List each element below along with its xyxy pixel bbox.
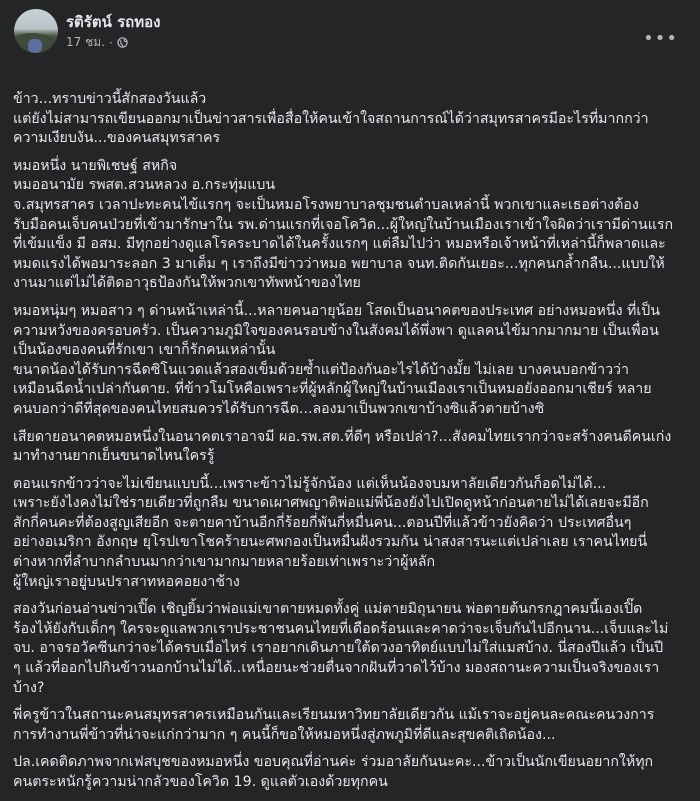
post-text-line: อย่างอเมริกา อังกฤษ ยุโรปเขาโชคร้ายนะศพกองเป็นหมื่นฝังรวมกัน น่าสงสารนะแต่เปล่าเลย เราคนไทยนี่	[13, 534, 648, 551]
author-name[interactable]: รติรัตน์ รถทอง	[66, 13, 161, 31]
post-text-line: หมอหนึ่ง นายพิเชษฐ์ สหกิจ	[13, 157, 178, 174]
post-time[interactable]: 17 ชม.	[66, 35, 105, 49]
post-text-line: หมดแรงได้พอมาระลอก 3 มาเต็ม ๆ เราถึงมีข่าวว่าหมอ พยาบาล จนท.ติดกันเยอะ...ทุกคนกล้ำกลืน...แบบให้	[13, 255, 665, 272]
post-text-line: การทำงานพี่ข้าวที่น่าจะแก่กว่ามาก ๆ คนนี้ก็ขอให้หมอหนึ่งสู่ภพภูมิที่ดีและสุขคติเถิดน้อง...	[13, 726, 556, 743]
author-avatar[interactable]	[14, 9, 58, 53]
post-text-line: งานมาแต่ไม่ได้ติดอาวุธป้องกันให้พวกเขาทัพหน้าของไทย	[13, 275, 361, 292]
post-paragraph	[13, 90, 690, 149]
globe-icon	[117, 37, 128, 48]
post-text-line: ๆ แล้วที่ออกไปกินข้าวนอกบ้านไม่ได้..เหนื่อยนะช่วยตื่นจากฝันที่วาดไว้บ้าง มองสถานะความเป็นจริงของเรา	[13, 660, 660, 677]
avatar-person	[28, 39, 42, 53]
post-text-line: เป็นน้องของคนที่รักเขา เขาก็รักคนเหล่านั้น	[13, 342, 276, 359]
post-text-line: เหมือนฉีดน้ำเปล่ากันตาย. ที่ข้าวโมโหคือเพราะที่ผู้หลักผู้ใหญ่ในบ้านเมืองเราเป็นหมอยังออกมาเชียร์ หลาย	[13, 381, 652, 398]
post-text-line: ขนาดน้องได้รับการฉีดซิโนแวดแล้วสองเข็มด้วยซ้ำแต่ป้องกันอะไรได้บ้างมั้ย ไม่เลย บางคนบอกข้าวว่า	[13, 361, 629, 378]
post-paragraph	[13, 428, 690, 467]
post-paragraph	[13, 753, 690, 792]
post-paragraph	[13, 600, 690, 698]
post-text-line: มาทำงานยากเย็นขนาดไหนใครรู้	[13, 448, 215, 465]
post-text-line: ปล.เคดติดภาพจากเฟสบุชของหมอหนึ่ง ขอบคุณที่อ่านค่ะ ร่วมอาลัยกันนะคะ...ข้าวเป็นนักเขียนอยากให้ทุก	[13, 754, 654, 771]
post-text-line: รับมือคนเจ็บคนป่วยที่เข้ามารักษาใน รพ.ด่านแรกที่เจอโควิด...ผู้ใหญ่ในบ้านเมืองเราเข้าใจผิดว่าเรามีด่านแรก	[13, 216, 674, 233]
more-options-button[interactable]: •••	[643, 28, 678, 49]
post-text-line: ที่เข้มแข็ง มี อสม. มีทุกอย่างดูแลโรคระบาดได้ในครั้งแรกๆ แต่ลืมไปว่า หมอหรือเจ้าหน้าที่เหล่านี้ก็พลาดและ	[13, 236, 666, 253]
post-text-line: ต่างหากที่ลำบากลำบนมากว่าเขามากมายหลายร้อยเท่าเพราะว่าผู้หลัก	[13, 554, 436, 571]
post-text-line: ความเงียบงัน...ของคนสมุทรสาคร	[13, 130, 221, 147]
post-paragraph	[13, 706, 690, 745]
post-text-line: สองวันก่อนอ่านข่าวเปิ๊ด เชิญยิ้มว่าพ่อแม่เขาตายหมดทั้งคู่ แม่ตายมิถุนายน พ่อตายต้นกรกฎาคมนี้เองเปิ๊ด	[13, 601, 643, 618]
post-paragraph	[13, 475, 690, 593]
post-text-line: บ้าง?	[13, 679, 45, 696]
post-text-line: คนตระหนักรู้ความน่ากลัวของโควิด 19. ดูแลตัวเองด้วยทุกคน	[13, 774, 388, 790]
post-text-line: หมออนามัย รพสต.สวนหลวง อ.กระทุ่มแบน	[13, 177, 276, 194]
post-text-line: ความหวังของครอบครัว. เป็นความภูมิใจของคนรอบข้างในสังคมได้พึ่งพา ดูแลคนไข้มากมากมาย เป็นเพื่อน	[13, 322, 659, 339]
post-text-line: ตอนแรกข้าวว่าจะไม่เขียนแบบนี้...เพราะข้าวไม่รู้จักน้อง แต่เห็นน้องจบมหาลัยเดียวกันก็อดไม่ได้...	[13, 475, 607, 492]
post-text-line: ข้าว...ทราบข่าวนี้สักสองวันแล้ว	[13, 91, 207, 107]
post-paragraph	[13, 302, 690, 420]
post-text-line: พี่ครูข้าวในสถานะคนสมุทรสาครเหมือนกันและเรียนมหาวิทยาลัยเดียวกัน แม้เราจะอยู่คนละคณะคนวงการ	[13, 707, 655, 724]
post-paragraph	[13, 157, 690, 294]
post-text-line: คนบอกว่าดีที่สุดของคนไทยสมควรได้รับการฉีด...ลองมาเป็นพวกเขาบ้างซิแล้วตายบ้างซิ	[13, 400, 545, 417]
post-text-line: จบ. อาจรอวัคซีนกว่าจะได้ครบเมื่อไหร่ เราอยากเดินภายใต้ดวงอาทิตย์แบบไม่ใส่แมสบ้าง. นี่สองปีแล้ว เป็นปี	[13, 640, 664, 657]
post-body	[13, 90, 690, 801]
post-text-line: เพราะยังไงคงไม่ใช่รายเดียวที่ถูกลืม ขนาดเผาศพญาติพ่อแม่พี่น้องยังไปเปิดดูหน้าก่อนตายไม่ได้เลยจะมีอีก	[13, 495, 649, 512]
post-meta	[66, 33, 128, 52]
post-text-line: ร้องไห้ยังกับเด็กๆ ใครจะดูแลพวกเราประชาชนคนไทยที่เดือดร้อนและคาดว่าจะเจ็บกันไปอีกนาน...เจ็บและไม่	[13, 620, 669, 637]
post-text-line: แต่ยังไม่สามารถเขียนออกมาเป็นข่าวสารเพื่อสื่อให้คนเข้าใจสถานการณ์ได้ว่าสมุทรสาครมีอะไรที่มากกว่า	[13, 110, 649, 127]
post-header	[0, 0, 700, 84]
post-text-line: จ.สมุทรสาคร เวลาปะทะคนไข้แรกๆ จะเป็นหมอโรงพยาบาลชุมชนตำบลเหล่านี้ พวกเขาและเธอต่างต้อง	[13, 196, 639, 213]
post-text-line: ผู้ใหญ่เราอยู่บนปราสาทหอคอยงาช้าง	[13, 573, 240, 590]
post-text-line: สักกี่คนคะที่ต้องสูญเสียอีก จะตายคาบ้านอีกกี่ร้อยกี่พันกี่หมื่นคน...ตอนปีที่แล้วข้าวยังคิดว่า ประเทศอื่นๆ	[13, 514, 632, 531]
post-text-line: หมอหนุ่มๆ หมอสาว ๆ ด่านหน้าเหล่านี้...หลายคนอายุน้อย โสดเป็นอนาคตของประเทศ อย่างหมอหนึ่ง ที่เป็น	[13, 302, 660, 319]
meta-separator: ·	[108, 35, 113, 50]
post-text-line: เสียดายอนาคตหมอหนึ่งในอนาคตเราอาจมี ผอ.รพ.สต.ที่ดีๆ หรือเปล่า?...สังคมไทยเรากว่าจะสร้างคนดีคนเก่ง	[13, 428, 672, 445]
